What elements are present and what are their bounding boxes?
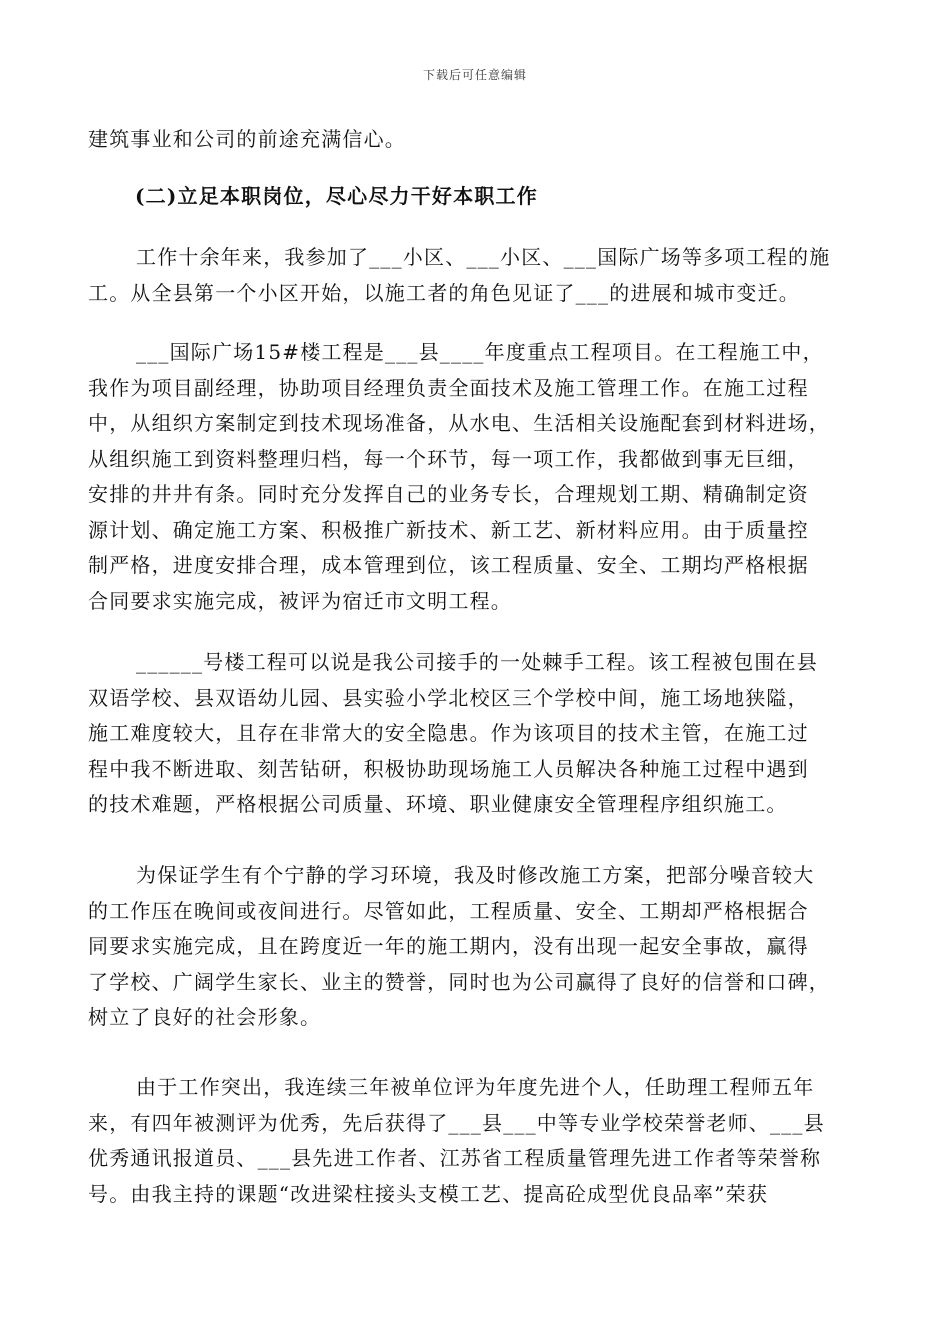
page-header-note: 下载后可任意编辑 bbox=[422, 68, 527, 82]
text-line: 合同要求实施完成，被评为宿迁市文明工程。 bbox=[88, 588, 512, 613]
text-line: 制严格，进度安排合理，成本管理到位，该工程质量、安全、工期均严格根据 bbox=[88, 553, 809, 577]
text-line: 从组织施工到资料整理归档，每一个环节，每一项工作，我都做到事无巨细， bbox=[88, 446, 809, 471]
paragraph-5 bbox=[88, 1070, 866, 1212]
text-line: 建筑事业和公司的前途充满信心。 bbox=[88, 127, 406, 151]
text-line: 工。从全县第一个小区开始，以施工者的角色见证了___的进展和城市变迁。 bbox=[88, 280, 800, 305]
section-heading-text: (二)立足本职岗位，尽心尽力干好本职工作 bbox=[135, 184, 538, 208]
text-line: 的工作压在晚间或夜间进行。尽管如此，工程质量、安全、工期却严格根据合 bbox=[88, 898, 809, 923]
section-heading bbox=[135, 179, 913, 215]
paragraph-4 bbox=[88, 858, 866, 1036]
text-line: 为保证学生有个宁静的学习环境，我及时修改施工方案，把部分噪音较大 bbox=[136, 863, 815, 887]
paragraph-2 bbox=[88, 335, 866, 619]
text-line: 安排的井井有条。同时充分发挥自己的业务专长，合理规划工期、精确制定资 bbox=[88, 482, 809, 506]
text-line: 由于工作突出，我连续三年被单位评为年度先进个人，任助理工程师五年 bbox=[136, 1075, 815, 1099]
text-line: 来，有四年被测评为优秀，先后获得了___县___中等专业学校荣誉老师、___县 bbox=[88, 1110, 825, 1135]
text-line: 的技术难题，严格根据公司质量、环境、职业健康安全管理程序组织施工。 bbox=[88, 792, 788, 816]
text-line: 了学校、广阔学生家长、业主的赞誉，同时也为公司赢得了良好的信誉和口碑， bbox=[88, 969, 830, 994]
text-line: 源计划、确定施工方案、积极推广新技术、新工艺、新材料应用。由于质量控 bbox=[88, 517, 809, 542]
text-line: 中，从组织方案制定到技术现场准备，从水电、生活相关设施配套到材料进场， bbox=[88, 411, 830, 435]
text-line: ______号楼工程可以说是我公司接手的一处棘手工程。该工程被包围在县 bbox=[136, 650, 818, 674]
text-line: 程中我不断进取、刻苦钻研，积极协助现场施工人员解决各种施工过程中遇到 bbox=[88, 756, 809, 781]
text-line: 号。由我主持的课题“改进梁柱接头支模工艺、提高砼成型优良品率”荣获 bbox=[88, 1181, 769, 1206]
text-line: 双语学校、县双语幼儿园、县实验小学北校区三个学校中间，施工场地狭隘， bbox=[88, 685, 809, 710]
text-line: 优秀通讯报道员、___县先进工作者、江苏省工程质量管理先进工作者等荣誉称 bbox=[88, 1146, 822, 1170]
text-line: ___国际广场15#楼工程是___县____年度重点工程项目。在工程施工中， bbox=[136, 340, 824, 364]
text-line: 施工难度较大，且存在非常大的安全隐患。作为该项目的技术主管，在施工过 bbox=[88, 721, 809, 745]
text-line: 树立了良好的社会形象。 bbox=[88, 1005, 322, 1029]
text-line: 同要求实施完成，且在跨度近一年的施工期内，没有出现一起安全事故，赢得 bbox=[88, 934, 809, 958]
paragraph-1 bbox=[88, 240, 866, 311]
text-line: 工作十余年来，我参加了___小区、___小区、___国际广场等多项工程的施 bbox=[136, 245, 831, 269]
text-line: 我作为项目副经理，协助项目经理负责全面技术及施工管理工作。在施工过程 bbox=[88, 375, 809, 400]
continuation-paragraph bbox=[88, 122, 866, 158]
paragraph-3 bbox=[88, 645, 866, 823]
